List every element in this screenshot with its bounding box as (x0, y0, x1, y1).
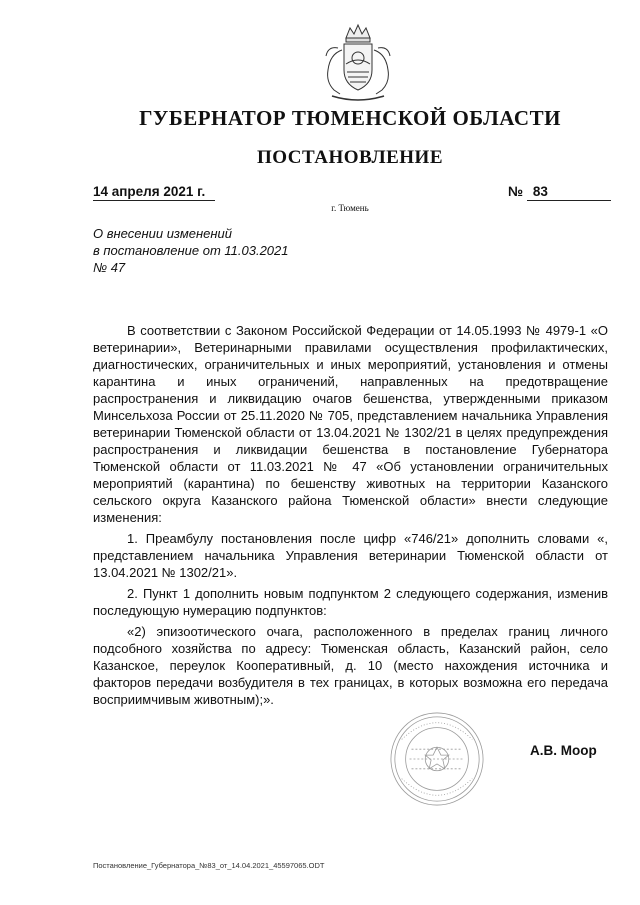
signatory-name: А.В. Моор (530, 743, 597, 758)
subject-line: О внесении изменений (93, 226, 232, 241)
governor-title: ГУБЕРНАТОР ТЮМЕНСКОЙ ОБЛАСТИ (139, 106, 561, 130)
document-date: 14 апреля 2021 г. (93, 184, 215, 201)
number-sign: № (508, 184, 524, 199)
document-body (93, 322, 608, 712)
body-paragraph: «2) эпизоотического очага, расположенного в пределах границ личного подсобного хозяйства по адресу: Тюменская область, Казанский район, село Казанское, переулок Кооперативный, д. 10 (место нахождения источника и факторов передачи возбудителя в тех границах, в которых возможна его передача восприимчивым животным);». (93, 624, 608, 707)
subject-line: в постановление от 11.03.2021 (93, 243, 289, 258)
footer-filename: Постановление_Губернатора_№83_от_14.04.2021_45597065.ODT (93, 861, 325, 870)
document-subject (93, 225, 353, 276)
document-type: ПОСТАНОВЛЕНИЕ (256, 147, 444, 168)
city-name: г. Тюмень (331, 203, 369, 213)
body-paragraph: 2. Пункт 1 дополнить новым подпунктом 2 следующего содержания, изменив последующую нумерацию подпунктов: (93, 586, 608, 618)
body-paragraph: 1. Преамбулу постановления после цифр «746/21» дополнить словами «, представлением начальника Управления ветеринарии Тюменской области от 13.04.2021 № 1302/21». (93, 531, 608, 580)
official-seal-icon (388, 710, 486, 808)
number-value: 83 (527, 184, 611, 201)
tyumen-coat-of-arms-icon (316, 20, 400, 104)
body-paragraph: В соответствии с Законом Российской Федерации от 14.05.1993 № 4979-1 «О ветеринарии», Ветеринарными правилами осуществления профилактических, диагностических, ограничительных и иных мероприятий, установления и отмены карантина и иных ограничений, направленных на предотвращение распространения и ликвидацию очагов бешенства, утвержденными приказом Минсельхоза России от 25.11.2020 № 705, представлением начальника Управления ветеринарии Тюменской области от 13.04.2021 № 1302/21 в целях предупреждения распространения и ликвидации бешенства в постановление Губернатора Тюменской области от 11.03.2021 № 47 «Об установлении ограничительных мероприятий (карантина) по бешенству животных на территории Казанского сельского округа Казанского района Тюменской области» внести следующие изменения: (93, 323, 608, 525)
subject-line: № 47 (93, 260, 126, 275)
document-number (508, 184, 611, 201)
